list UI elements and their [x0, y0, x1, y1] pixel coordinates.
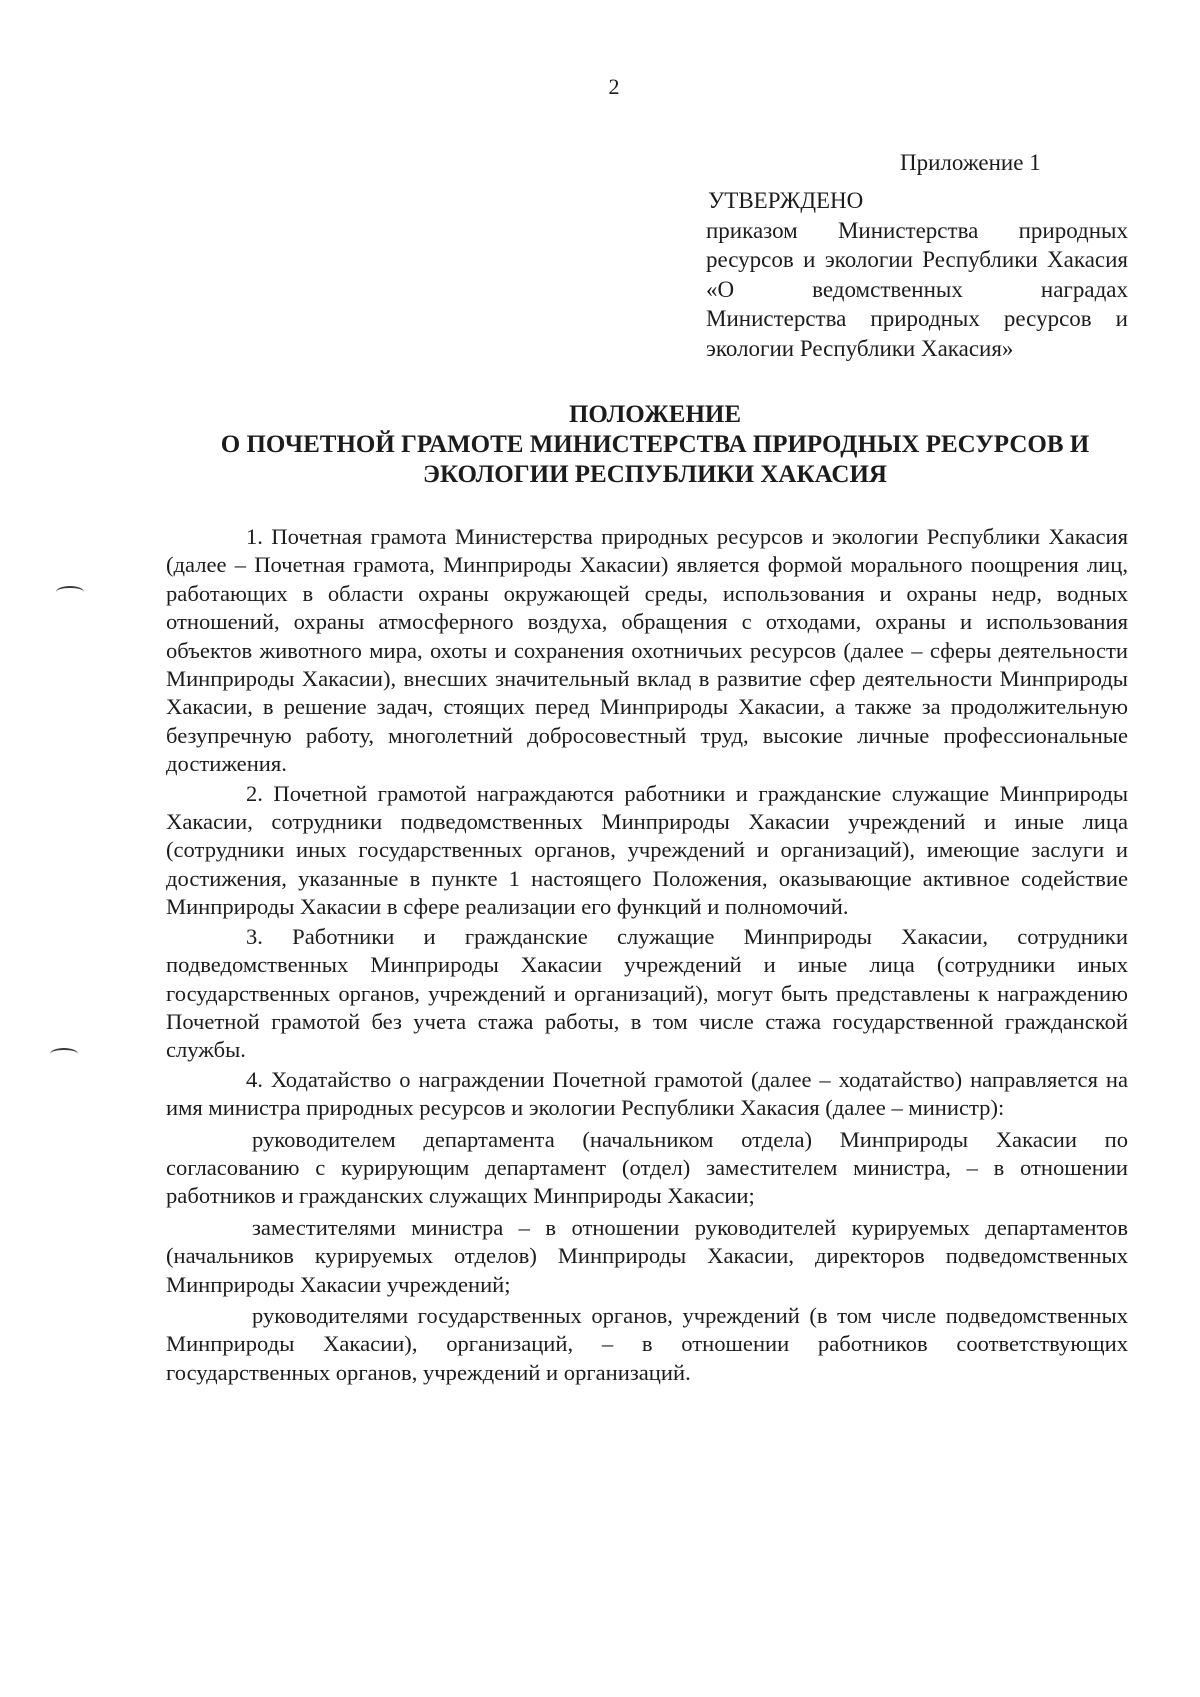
- sub-item-1: руководителем департамента (начальником отдела) Минприроды Хакасии по согласованию с курирующим департамент (отдел) заместителем министра, – в отношении работников и гражданских служащих Минприроды Хакасии;: [166, 1126, 1128, 1209]
- title-line-3: ЭКОЛОГИИ РЕСПУБЛИКИ ХАКАСИЯ: [423, 461, 887, 488]
- hole-punch-mark: [56, 586, 84, 598]
- approval-block: [706, 186, 1128, 363]
- paragraph-4: 4. Ходатайство о награждении Почетной грамотой (далее – ходатайство) направляется на имя министра природных ресурсов и экологии Республики Хакасия (далее – министр):: [166, 1066, 1128, 1121]
- page-number: 2: [608, 74, 620, 99]
- paragraph-2: 2. Почетной грамотой награждаются работники и гражданские служащие Минприроды Хакасии, сотрудники подведомственных Минприроды Хакасии учреждений и иные лица (сотрудники иных государственных органов, учреждений и организаций), имеющие заслуги и достижения, указанные в пункте 1 настоящего Положения, оказывающие активное содействие Минприроды Хакасии в сфере реализации его функций и полномочий.: [166, 780, 1128, 920]
- appendix-label: Приложение 1: [900, 150, 1041, 175]
- title-line-1: ПОЛОЖЕНИЕ: [568, 401, 742, 428]
- document-body: [166, 523, 1128, 1387]
- paragraph-1: 1. Почетная грамота Министерства природных ресурсов и экологии Республики Хакасия (далее – Почетная грамота, Минприроды Хакасии) является формой морального поощрения лиц, работающих в области охраны окружающей среды, использования и охраны недр, водных отношений, охраны атмосферного воздуха, обращения с отходами, охраны и использования объектов животного мира, охоты и сохранения охотничьих ресурсов (далее – сферы деятельности Минприроды Хакасии), внесших значительный вклад в развитие сфер деятельности Минприроды Хакасии, в решение задач, стоящих перед Минприроды Хакасии, а также за продолжительную безупречную работу, многолетний добросовестный труд, высокие личные профессиональные достижения.: [166, 524, 1128, 777]
- approval-heading: УТВЕРЖДЕНО: [708, 188, 864, 213]
- document-title: [175, 400, 1135, 490]
- approval-text: приказом Министерства природных ресурсов и экологии Республики Хакасия «О ведомственных наградах Министерства природных ресурсов и экологии Республики Хакасия»: [706, 217, 1128, 361]
- sub-item-3: руководителями государственных органов, учреждений (в том числе подведомственных Минприроды Хакасии), организаций, – в отношении работников соответствующих государственных органов, учреждений и организаций.: [166, 1302, 1128, 1385]
- hole-punch-mark: [50, 1048, 78, 1060]
- paragraph-3: 3. Работники и гражданские служащие Минприроды Хакасии, сотрудники подведомственных Минприроды Хакасии учреждений и иные лица (сотрудники иных государственных органов, учреждений и организаций), могут быть представлены к награждению Почетной грамотой без учета стажа работы, в том числе стажа государственной гражданской службы.: [166, 923, 1128, 1063]
- sub-item-2: заместителями министра – в отношении руководителей курируемых департаментов (начальников курируемых отделов) Минприроды Хакасии, директоров подведомственных Минприроды Хакасии учреждений;: [166, 1214, 1128, 1297]
- title-line-2: О ПОЧЕТНОЙ ГРАМОТЕ МИНИСТЕРСТВА ПРИРОДНЫХ РЕСУРСОВ И: [220, 431, 1090, 458]
